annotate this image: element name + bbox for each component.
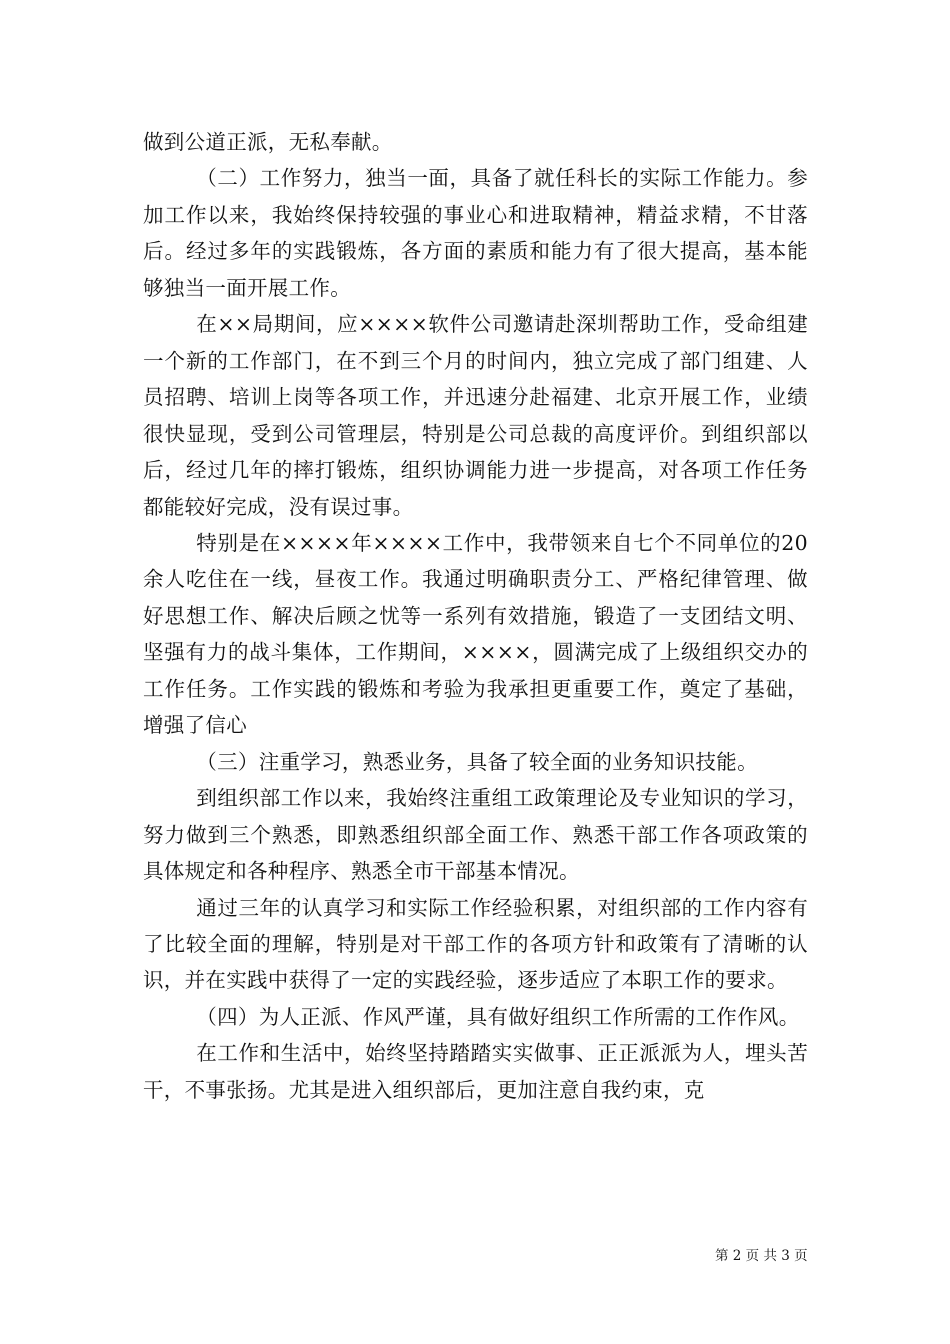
paragraph-conduct: 在工作和生活中，始终坚持踏踏实实做事、正正派派为人，埋头苦干，不事张扬。尤其是进入组织部后，更加注意自我约束，克 [143,1041,808,1102]
paragraph-section-3-heading: （三）注重学习，熟悉业务，具备了较全面的业务知识技能。 [196,749,758,774]
paragraph-team-leadership: 特别是在××××年××××工作中，我带领来自七个不同单位的20余人吃住在一线，昼夜工作。我通过明确职责分工、严格纪律管理、做好思想工作、解决后顾之忧等一系列有效措施，锻造了一支团结文明、坚强有力的战斗集体，工作期间，××××，圆满完成了上级组织交办的工作任务。工作实践的锻炼和考验为我承担更重要工作，奠定了基础，增强了信心 [143,530,808,738]
paragraph-section-2-heading: （二）工作努力，独当一面，具备了就任科长的实际工作能力。参加工作以来，我始终保持较强的事业心和进取精神，精益求精，不甘落后。经过多年的实践锻炼，各方面的素质和能力有了很大提高，基本能够独当一面开展工作。 [143,166,808,300]
paragraph-shenzhen-experience: 在××局期间，应××××软件公司邀请赴深圳帮助工作，受命组建一个新的工作部门，在不到三个月的时间内，独立完成了部门组建、人员招聘、培训上岗等各项工作，并迅速分赴福建、北京开展工作，业绩很快显现，受到公司管理层，特别是公司总裁的高度评价。到组织部以后，经过几年的摔打锻炼，组织协调能力进一步提高，对各项工作任务都能较好完成，没有误过事。 [143,312,808,519]
paragraph-continuation: 做到公道正派，无私奉献。 [143,130,393,154]
page-number: 第 2 页 共 3 页 [715,1248,808,1264]
document-body [143,124,808,1108]
paragraph-study: 到组织部工作以来，我始终注重组工政策理论及专业知识的学习，努力做到三个熟悉，即熟悉组织部全面工作、熟悉干部工作各项政策的具体规定和各种程序、熟悉全市干部基本情况。 [143,786,808,884]
paragraph-section-4-heading: （四）为人正派、作风严谨，具有做好组织工作所需的工作作风。 [196,1004,800,1029]
paragraph-experience: 通过三年的认真学习和实际工作经验积累，对组织部的工作内容有了比较全面的理解，特别是对干部工作的各项方针和政策有了清晰的认识，并在实践中获得了一定的实践经验，逐步适应了本职工作的要求。 [143,895,808,993]
